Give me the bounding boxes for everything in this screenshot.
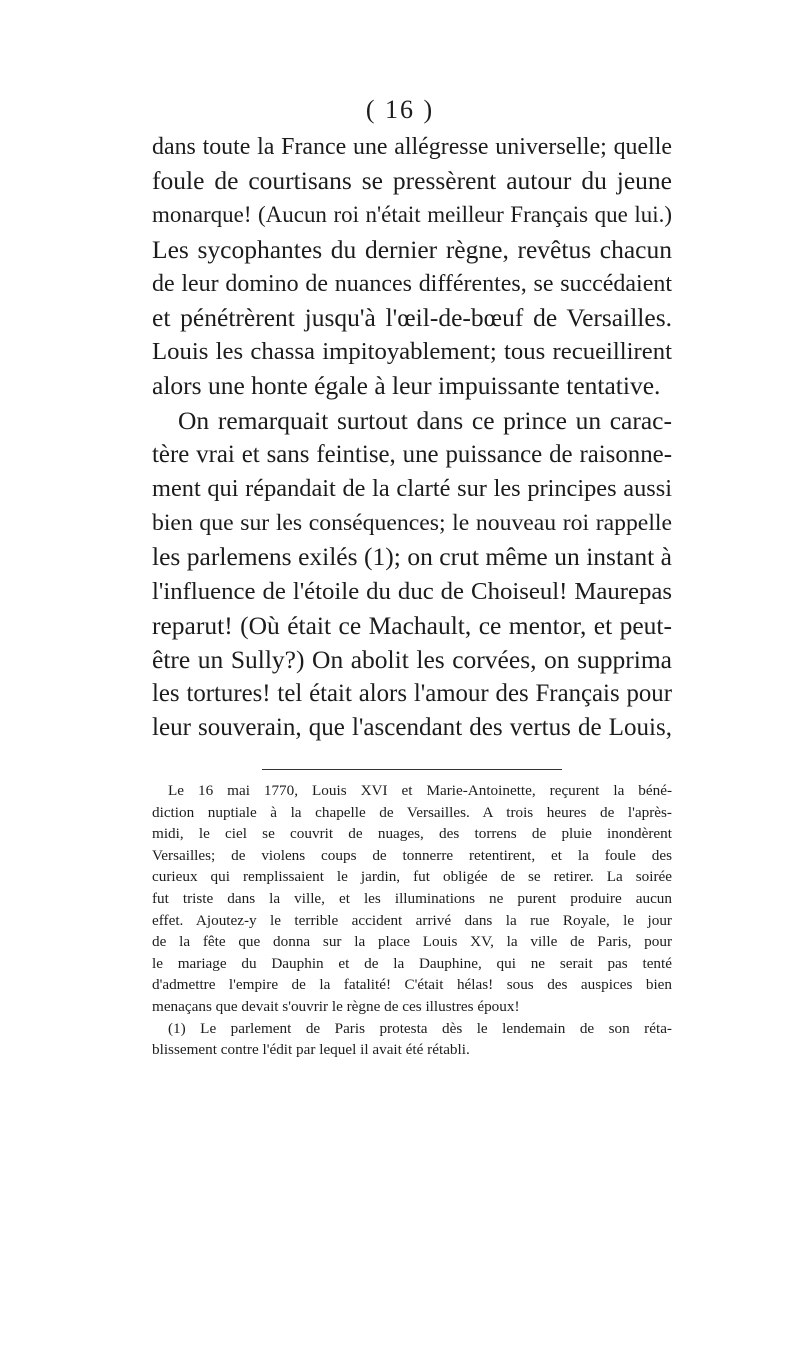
footnote-line: curieux qui remplissaient le jardin, fut obligée de se retirer. La soirée <box>152 868 672 886</box>
footnote-line: effet. Ajoutez-y le terrible accident arrivé dans la rue Royale, le jour <box>152 911 672 929</box>
text-line: leur souverain, que l'ascendant des vertus de Louis, <box>152 714 672 742</box>
text-line: dans toute la France une allégresse universelle; quelle <box>152 134 672 160</box>
footnotes <box>152 780 672 1061</box>
text-line: l'influence de l'étoile du duc de Choiseul! Maurepas <box>152 577 672 605</box>
text-line: foule de courtisans se pressèrent autour du jeune <box>152 166 672 196</box>
footnote-line: le mariage du Dauphin et de la Dauphine, qui ne serait pas tenté <box>152 954 672 972</box>
text-line: alors une honte égale à leur impuissante tentative. <box>152 371 661 401</box>
text-line: de leur domino de nuances différentes, se succédaient <box>152 270 672 297</box>
footnote-line: blissement contre l'édit par lequel il avait été rétabli. <box>152 1041 470 1059</box>
page-number: ( 16 ) <box>365 95 435 124</box>
main-text <box>152 130 672 746</box>
footnote-line: de la fête que donna sur la place Louis XV, la ville de Paris, pour <box>152 933 672 951</box>
text-line: ment qui répandait de la clarté sur les principes aussi <box>152 475 672 503</box>
text-line: tère vrai et sans feintise, une puissance de raisonne- <box>152 440 672 468</box>
footnote-line: (1) Le parlement de Paris protesta dès le lendemain de son réta- <box>168 1019 672 1037</box>
footnote-line: midi, le ciel se couvrit de nuages, des torrens de pluie inondèrent <box>152 825 672 843</box>
text-line: monarque! (Aucun roi n'était meilleur Français que lui.) <box>152 202 672 228</box>
footnote-line: fut triste dans la ville, et les illuminations ne purent produire aucun <box>152 889 672 907</box>
text-line: reparut! (Où était ce Machault, ce mentor, et peut- <box>152 610 672 640</box>
footnote-line: d'admettre l'empire de la fatalité! C'était hélas! sous des auspices bien <box>152 976 672 994</box>
text-line: On remarquait surtout dans ce prince un carac- <box>178 405 672 435</box>
text-line: les parlemens exilés (1); on crut même un instant à <box>152 542 672 572</box>
text-line: être un Sully?) On abolit les corvées, on supprima <box>152 645 672 675</box>
footnote-line: Versailles; de violens coups de tonnerre retentirent, et la foule des <box>152 846 672 864</box>
text-line: Les sycophantes du dernier règne, revêtus chacun <box>152 234 672 264</box>
text-line: bien que sur les conséquences; le nouveau roi rappelle <box>152 510 672 537</box>
footnote-line: menaçans que devait s'ouvrir le règne de ces illustres époux! <box>152 997 520 1015</box>
text-line: les tortures! tel était alors l'amour des Français pour <box>152 680 672 708</box>
text-line: Louis les chassa impitoyablement; tous recueillirent <box>152 338 672 366</box>
text-line: et pénétrèrent jusqu'à l'œil-de-bœuf de Versailles. <box>152 303 672 333</box>
footnote-separator <box>262 769 562 770</box>
footnote-line: Le 16 mai 1770, Louis XVI et Marie-Antoinette, reçurent la béné- <box>168 782 672 799</box>
footnote-line: diction nuptiale à la chapelle de Versailles. A trois heures de l'après- <box>152 803 672 821</box>
